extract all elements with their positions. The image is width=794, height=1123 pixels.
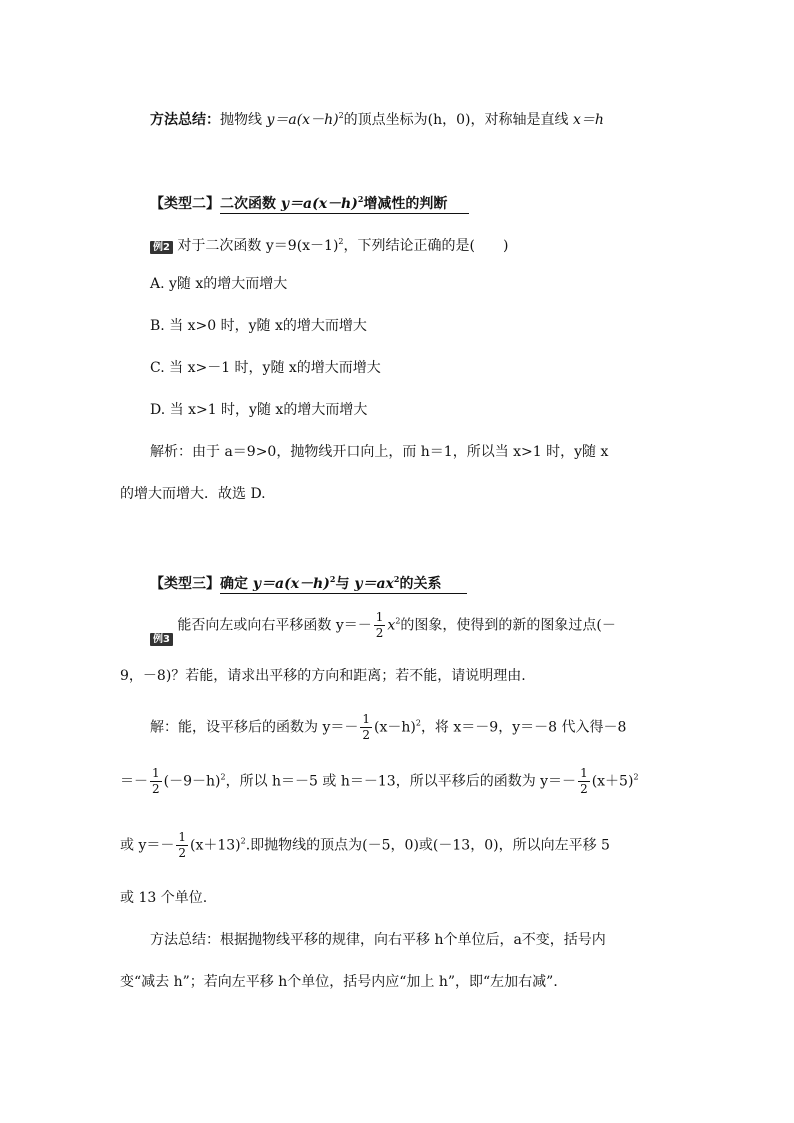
type3-title: 确定 $y=a(x-h)^2$与 $y=ax^2$的关系 bbox=[220, 570, 467, 594]
example2-square: 2 bbox=[338, 237, 344, 246]
summary-axis: x＝h bbox=[572, 112, 604, 128]
fraction-one-half: $\frac{1}{2}$ bbox=[375, 610, 384, 640]
type3-heading bbox=[150, 570, 467, 594]
example2-question-end: ，下列结论正确的是( ) bbox=[343, 238, 509, 254]
method-summary-1 bbox=[150, 106, 604, 130]
summary-square: 2 bbox=[338, 111, 344, 120]
option-a: A. y随 x的增大而增大 bbox=[150, 276, 288, 292]
option-b: B. 当 x>0 时，y随 x的增大而增大 bbox=[150, 318, 367, 334]
fraction-one-half: $\frac{1}{2}$ bbox=[152, 766, 160, 796]
method-summary-2: 方法总结：根据抛物线平移的规律，向右平移 h个单位后，a不变，括号内 bbox=[150, 932, 606, 948]
example3-solution-4: 或 13 个单位. bbox=[120, 890, 208, 906]
example3-question-cont: 9，－8)？若能，请求出平移的方向和距离；若不能，请说明理由. bbox=[120, 668, 526, 684]
summary-text-2: 的顶点坐标为(h，0)，对称轴是直线 bbox=[343, 112, 573, 128]
example2-solution-cont: 的增大而增大．故选 D. bbox=[120, 486, 266, 502]
summary-equation: ＝a(x－h) bbox=[274, 112, 339, 128]
example3-text-a: 能否向左或向右平移函数 y＝－ bbox=[177, 617, 372, 634]
method-summary-2-cont: 变“减去 h”；若向左平移 h个单位，括号内应“加上 h”，即“左加右减”． bbox=[120, 974, 568, 990]
example2-badge: 例2 bbox=[150, 241, 173, 254]
summary-label: 方法总结： bbox=[150, 112, 220, 128]
type2-label: 【类型二】 bbox=[150, 196, 220, 212]
example2-question bbox=[150, 232, 508, 256]
fraction-one-half: $\frac{1}{2}$ bbox=[580, 766, 588, 796]
fraction-one-half: $\frac{1}{2}$ bbox=[178, 830, 186, 860]
summary-text: 抛物线 bbox=[220, 112, 267, 128]
type2-title: 二次函数 $y=a(x-h)^2$增减性的判断 bbox=[220, 190, 469, 214]
example2-question-text: 对于二次函数 y＝9(x－1) bbox=[177, 238, 339, 254]
type2-heading bbox=[150, 190, 469, 214]
fraction-one-half: $\frac{1}{2}$ bbox=[362, 712, 370, 742]
option-d: D. 当 x>1 时，y随 x的增大而增大 bbox=[150, 402, 368, 418]
example3-badge: 例3 bbox=[150, 633, 173, 646]
type3-label: 【类型三】 bbox=[150, 576, 220, 592]
example2-solution: 解析：由于 a＝9>0，抛物线开口向上，而 h＝1，所以当 x>1 时，y随 x bbox=[150, 444, 609, 460]
example3-solution-3: 或 y＝－ $\frac{1}{2}$ $(x+13)^2$.即抛物线的顶点为(－5，0)或(－13，0)，所以向左平移 5 bbox=[120, 830, 610, 860]
summary-y: y bbox=[266, 112, 275, 128]
option-c: C. 当 x>－1 时，y随 x的增大而增大 bbox=[150, 360, 381, 376]
example3-solution-2: ＝－ $\frac{1}{2}$ $(-9-h)^2$，所以 h＝－5 或 h＝－13，所以平移后的函数为 y＝－ $\frac{1}{2}$ $(x+5)^2$ bbox=[120, 766, 639, 796]
example3-solution-1: 解：能，设平移后的函数为 y＝－ $\frac{1}{2}$ $(x-h)^2$，将 x＝－9，y＝－8 代入得－8 bbox=[150, 712, 627, 742]
example3-text-c: 的图象，使得到的新的图象过点(－ bbox=[400, 617, 616, 634]
example3-question: 例3 能否向左或向右平移函数 y＝－ $\frac{1}{2}$ $x^2$的图象，使得到的新的图象过点(－ bbox=[150, 610, 616, 641]
